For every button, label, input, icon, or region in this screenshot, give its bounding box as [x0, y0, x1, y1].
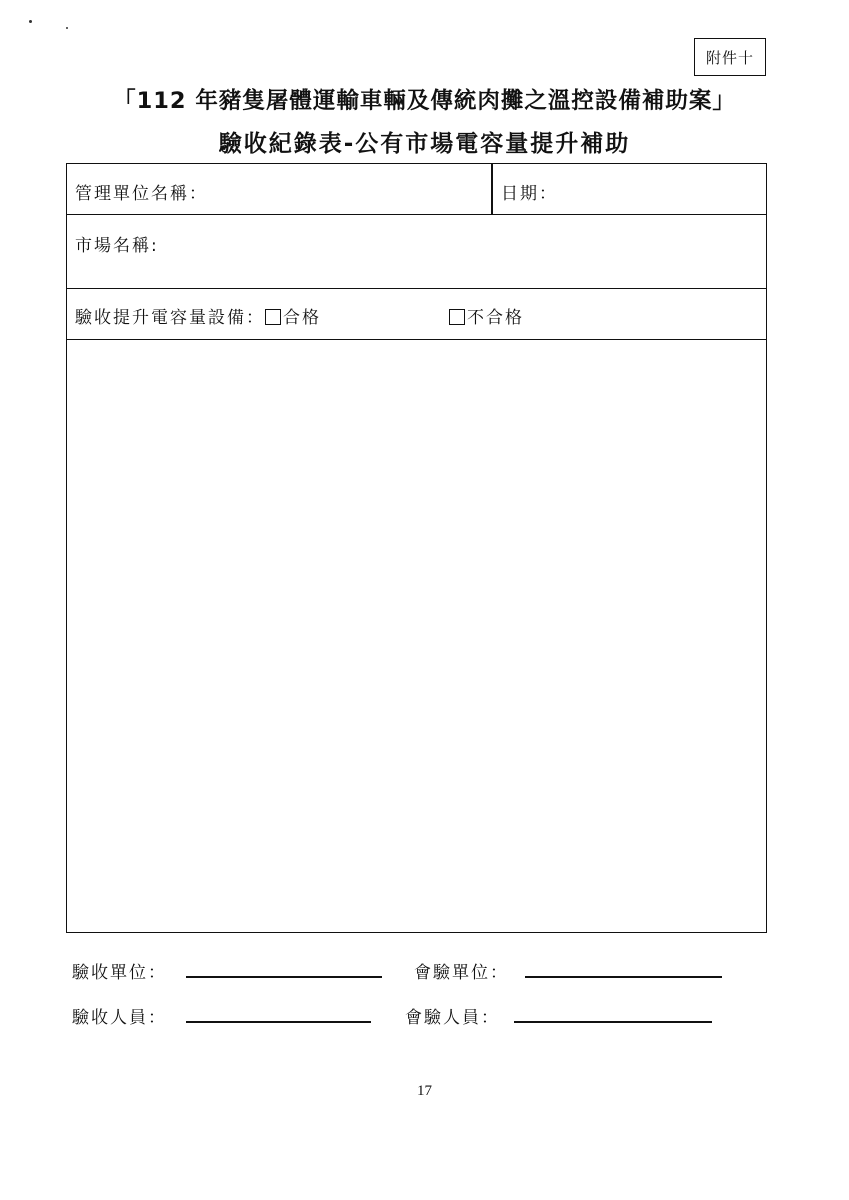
- joint-inspector-line[interactable]: [514, 1021, 712, 1023]
- page-number: 17: [417, 1083, 432, 1099]
- cell-divider: [491, 164, 493, 215]
- inspector-label: 驗收人員：: [72, 1008, 167, 1028]
- document-title: 「112 年豬隻屠體運輸車輛及傳統肉攤之溫控設備補助案」: [113, 88, 736, 114]
- form-row-inspection: [67, 289, 766, 340]
- pass-checkbox[interactable]: [265, 309, 281, 325]
- attachment-tag: 附件十: [694, 38, 766, 76]
- market-name-label: 市場名稱:: [75, 236, 159, 256]
- inspection-unit-label: 驗收單位：: [72, 963, 167, 983]
- fail-option: [449, 303, 524, 328]
- scan-speck: [66, 27, 68, 29]
- date-label: 日期：: [501, 184, 558, 204]
- joint-inspection-unit-label: 會驗單位：: [414, 963, 509, 983]
- inspector-line[interactable]: [186, 1021, 371, 1023]
- form-row-unit-date: [67, 164, 766, 215]
- document-subtitle: 驗收紀錄表-公有市場電容量提升補助: [218, 131, 631, 157]
- notes-area[interactable]: [67, 340, 766, 932]
- pass-option-label: 合格: [283, 308, 321, 328]
- fail-checkbox[interactable]: [449, 309, 465, 325]
- inspection-unit-line[interactable]: [186, 976, 382, 978]
- joint-inspector-label: 會驗人員：: [405, 1008, 500, 1028]
- scan-speck: [29, 20, 32, 23]
- fail-option-label: 不合格: [467, 308, 524, 328]
- management-unit-label: 管理單位名稱：: [75, 184, 208, 204]
- inspection-label: 驗收提升電容量設備：: [75, 308, 265, 328]
- form-row-market: [67, 215, 766, 289]
- inspection-form: [66, 163, 767, 933]
- inspection-result-label: [75, 303, 321, 328]
- joint-inspection-unit-line[interactable]: [525, 976, 722, 978]
